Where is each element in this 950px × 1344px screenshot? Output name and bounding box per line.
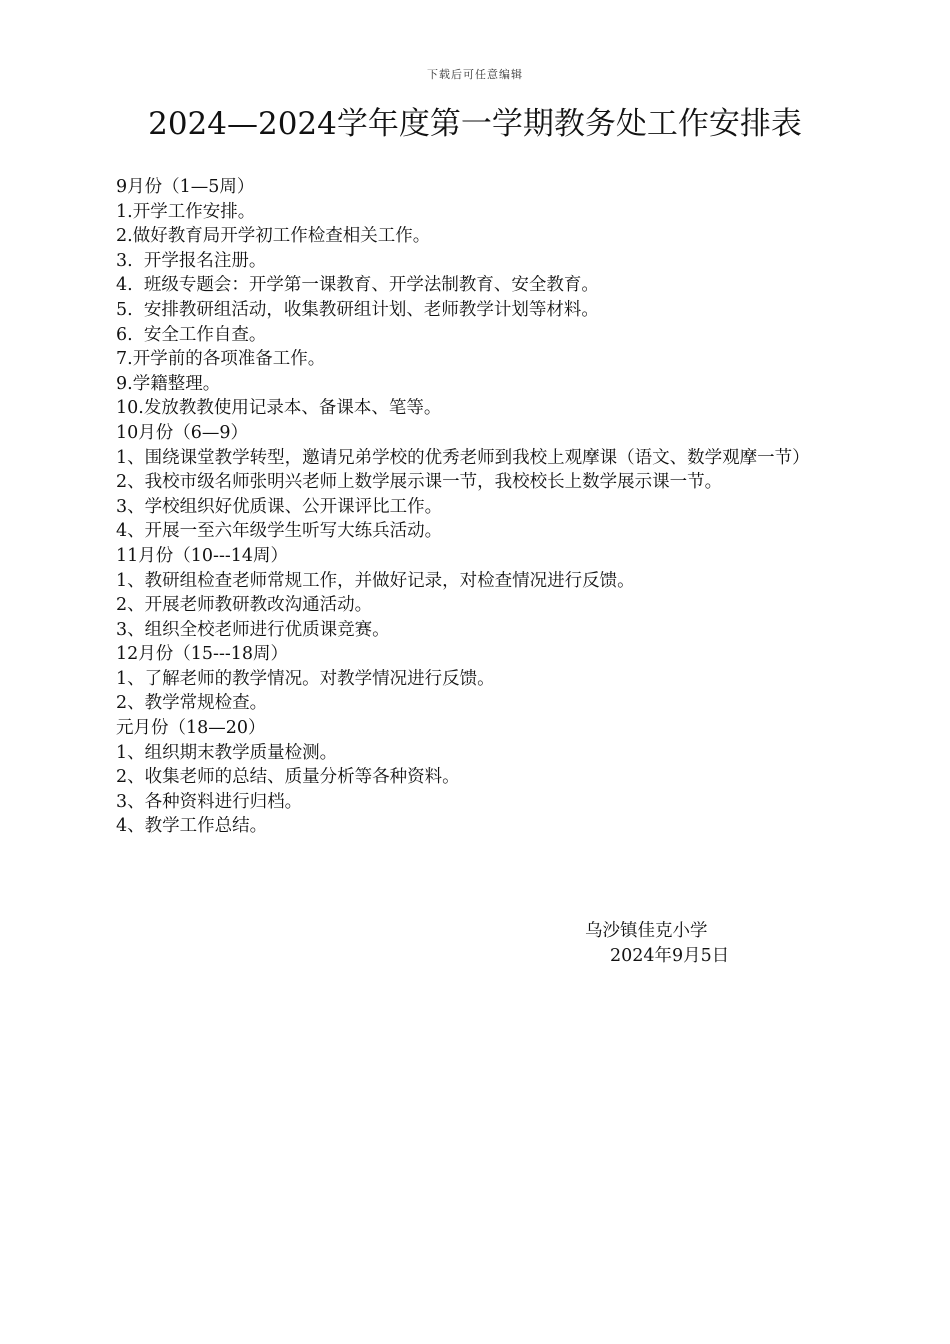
signature-block xyxy=(560,919,790,969)
list-item: 3、学校组织好优质课、公开课评比工作。 xyxy=(116,496,443,517)
list-item: 2、收集老师的总结、质量分析等各种资料。 xyxy=(116,767,460,788)
list-item: 2、我校市级名师张明兴老师上数学展示课一节，我校校长上数学展示课一节。 xyxy=(116,472,723,493)
list-item: 4、开展一至六年级学生听写大练兵活动。 xyxy=(116,521,443,542)
list-item: 10.发放教教使用记录本、备课本、笔等。 xyxy=(116,398,442,419)
list-item: 7.开学前的各项准备工作。 xyxy=(116,349,326,370)
signature-school: 乌沙镇佳克小学 xyxy=(585,921,708,941)
list-item: 3、各种资料进行归档。 xyxy=(116,791,303,812)
header-note: 下载后可任意编辑 xyxy=(427,68,523,81)
list-item: 5. 安排教研组活动，收集教研组计划、老师教学计划等材料。 xyxy=(116,299,599,320)
list-item: 9.学籍整理。 xyxy=(116,373,221,394)
list-item: 1.开学工作安排。 xyxy=(116,201,256,222)
list-item: 4、教学工作总结。 xyxy=(116,816,268,837)
list-item: 6. 安全工作自查。 xyxy=(116,324,267,345)
list-item: 3. 开学报名注册。 xyxy=(116,250,267,271)
section-heading-october: 10月份（6—9） xyxy=(116,422,249,443)
section-heading-september: 9月份（1—5周） xyxy=(116,177,255,197)
section-heading-november: 11月份（10---14周） xyxy=(116,545,289,566)
section-heading-december: 12月份（15---18周） xyxy=(116,644,289,665)
list-item: 2.做好教育局开学初工作检查相关工作。 xyxy=(116,226,431,247)
signature-date: 2024年9月5日 xyxy=(610,946,730,966)
list-item: 1、组织期末教学质量检测。 xyxy=(116,742,338,763)
list-item: 1、围绕课堂教学转型，邀请兄弟学校的优秀老师到我校上观摩课（语文、数学观摩一节） xyxy=(116,447,810,468)
list-item: 2、开展老师教研教改沟通活动。 xyxy=(116,595,373,616)
document-body xyxy=(116,175,876,839)
list-item: 1、了解老师的教学情况。对教学情况进行反馈。 xyxy=(116,668,495,689)
section-heading-january: 元月份（18—20） xyxy=(116,718,266,739)
list-item: 1、教研组检查老师常规工作，并做好记录，对检查情况进行反馈。 xyxy=(116,570,635,591)
list-item: 2、教学常规检查。 xyxy=(116,693,268,714)
document-title: 2024—2024学年度第一学期教务处工作安排表 xyxy=(148,106,802,142)
list-item: 3、组织全校老师进行优质课竞赛。 xyxy=(116,619,390,640)
list-item: 4. 班级专题会：开学第一课教育、开学法制教育、安全教育。 xyxy=(116,275,599,296)
